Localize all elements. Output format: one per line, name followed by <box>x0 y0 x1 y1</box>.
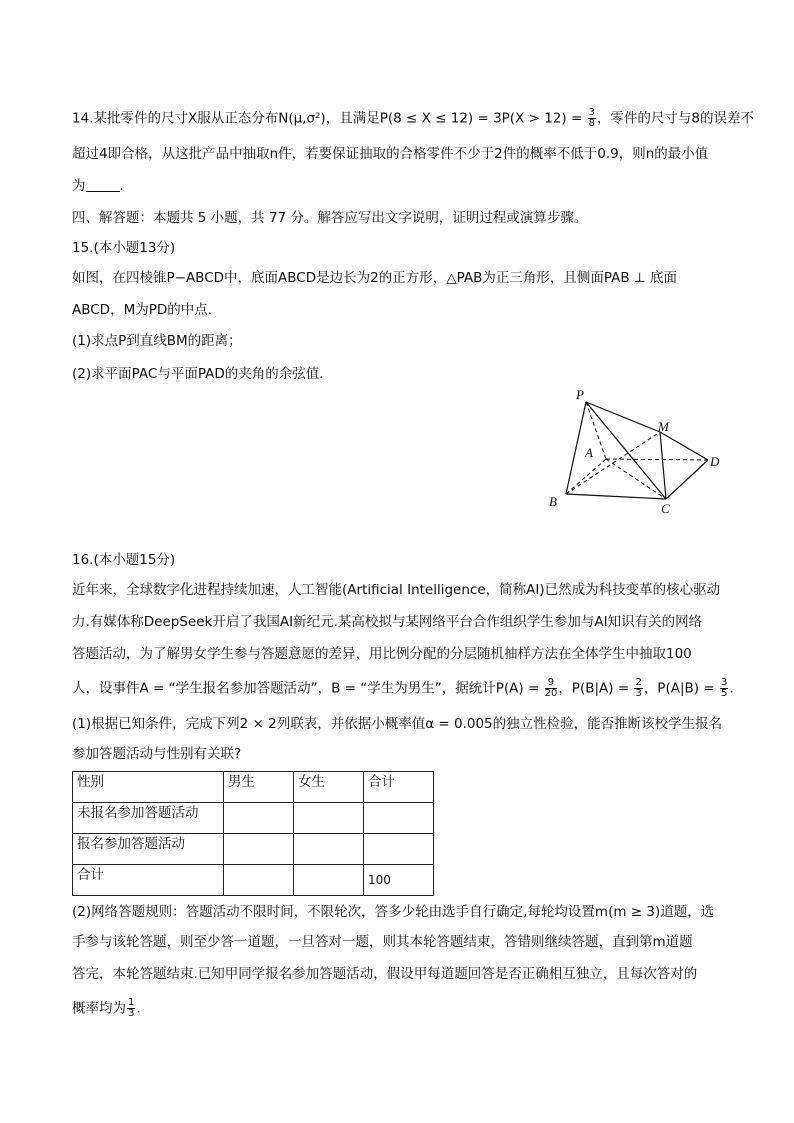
table-header-row <box>73 772 434 803</box>
edge-CD <box>666 460 708 499</box>
label-A: A <box>585 445 593 460</box>
table-cell <box>224 865 294 896</box>
edge-BC <box>566 494 666 499</box>
table-row <box>73 865 434 896</box>
q16-part-2-line-4: 概率均为 $\frac{1}{3}$ . <box>72 997 141 1019</box>
q14-line-2: 超过4即合格，从这批产品中抽取n件，若要保证抽取的合格零件不少于2件的概率不低于0.9，则n的最小值 <box>72 146 709 162</box>
pyramid-figure <box>540 382 730 516</box>
q16-part-2-line-3: 答完，本轮答题结束.已知甲同学报名参加答题活动，假设甲每道题回答是否正确相互独立，且每次答对的 <box>72 966 698 982</box>
edge-MC <box>660 432 666 499</box>
label-C: C <box>661 501 670 516</box>
fraction-3-5: $\frac{3}{5}$ <box>720 677 728 699</box>
q15-part-1: (1)求点P到直线BM的距离； <box>72 333 242 349</box>
q16-heading: 16.(本小题15分) <box>72 552 176 568</box>
q16-part-2-line-2: 手参与该轮答题，则至少答一道题，一旦答对一题，则其本轮答题结束，答错则继续答题，直到第m道题 <box>72 934 693 950</box>
table-cell <box>224 834 294 865</box>
q15-heading: 15.(本小题13分) <box>72 240 176 256</box>
table-cell <box>294 865 364 896</box>
fraction-2-3: $\frac{2}{3}$ <box>635 677 642 699</box>
fraction-9-20: $\frac{9}{20}$ <box>544 677 558 699</box>
edge-BM-hidden <box>566 432 660 494</box>
table-cell: 报名参加答题活动 <box>73 834 224 865</box>
table-header-cell: 女生 <box>294 772 364 803</box>
table-cell <box>294 834 364 865</box>
q16-part-1-line-2: 参加答题活动与性别有关联? <box>72 746 242 762</box>
answer-blank <box>86 177 120 192</box>
table-cell: 合计 <box>73 865 224 896</box>
q15-line-2: ABCD，M为PD的中点． <box>72 302 222 318</box>
q14-text-1a: 14.某批零件的尺寸X服从正态分布N(μ,σ²)，且满足P(8 ≤ X ≤ 12) = 3P(X > 12) = <box>72 110 587 127</box>
label-P: P <box>576 387 584 402</box>
edge-AC-hidden <box>606 459 666 499</box>
q16-line-4: 人，设事件A = “学生报名参加答题活动”，B = “学生为男生”，据统计P(A) = $\frac{9}{20}$ ，P(B|A) = $\frac{2}{3}$ ，P(A|B) = $\frac{3}{5}$ . <box>72 677 734 699</box>
q16-line-3: 答题活动，为了解男女学生参与答题意愿的差异，用比例分配的分层随机抽样方法在全体学生中抽取100 <box>72 646 692 662</box>
contingency-table <box>72 771 434 896</box>
q14-text-1b: ，零件的尺寸与8的误差不 <box>596 110 755 127</box>
fraction-3-8: $\frac{3}{8}$ <box>588 107 595 129</box>
q16-line-2: 力.有媒体称DeepSeek开启了我国AI新纪元.某高校拟与某网络平台合作组织学生参加与AI知识有关的网络 <box>72 614 703 630</box>
fraction-1-3: $\frac{1}{3}$ <box>128 997 135 1019</box>
table-row <box>73 834 434 865</box>
table-cell: 未报名参加答题活动 <box>73 803 224 834</box>
table-header-cell: 性别 <box>73 772 224 803</box>
table-cell <box>364 834 434 865</box>
edge-MD <box>660 432 708 460</box>
table-cell: 100 <box>364 865 434 896</box>
edge-PM <box>586 402 660 432</box>
table-header-cell: 男生 <box>224 772 294 803</box>
table-cell <box>224 803 294 834</box>
q16-part-1-line-1: (1)根据已知条件，完成下列2 × 2列联表，并依据小概率值α = 0.005的独立性检验，能否推断该校学生报名 <box>72 716 723 732</box>
table-cell <box>294 803 364 834</box>
q16-line-1: 近年来，全球数字化进程持续加速，人工智能(Artificial Intelligence，简称AI)已然成为科技变革的核心驱动 <box>72 582 721 598</box>
table-cell <box>364 803 434 834</box>
q15-line-1: 如图，在四棱锥P−ABCD中，底面ABCD是边长为2的正方形，△PAB为正三角形，且侧面PAB ⊥ 底面 <box>72 270 677 286</box>
q15-part-2: (2)求平面PAC与平面PAD的夹角的余弦值． <box>72 366 333 382</box>
edge-AD-hidden <box>606 459 708 460</box>
table-row <box>73 803 434 834</box>
label-D: D <box>710 454 720 469</box>
edge-PC <box>586 402 666 499</box>
edge-PB <box>566 402 586 494</box>
q14-line-3: 为 ． <box>72 178 133 194</box>
table-header-cell: 合计 <box>364 772 434 803</box>
section-4-heading: 四、解答题：本题共 5 小题，共 77 分。解答应写出文字说明，证明过程或演算步骤。 <box>72 210 588 226</box>
label-B: B <box>549 494 557 509</box>
label-M: M <box>658 419 669 434</box>
q14-line-1 <box>72 108 754 129</box>
q16-part-2-line-1: (2)网络答题规则：答题活动不限时间，不限轮次，答多少轮由选手自行确定,每轮均设置m(m ≥ 3)道题，选 <box>72 904 715 920</box>
